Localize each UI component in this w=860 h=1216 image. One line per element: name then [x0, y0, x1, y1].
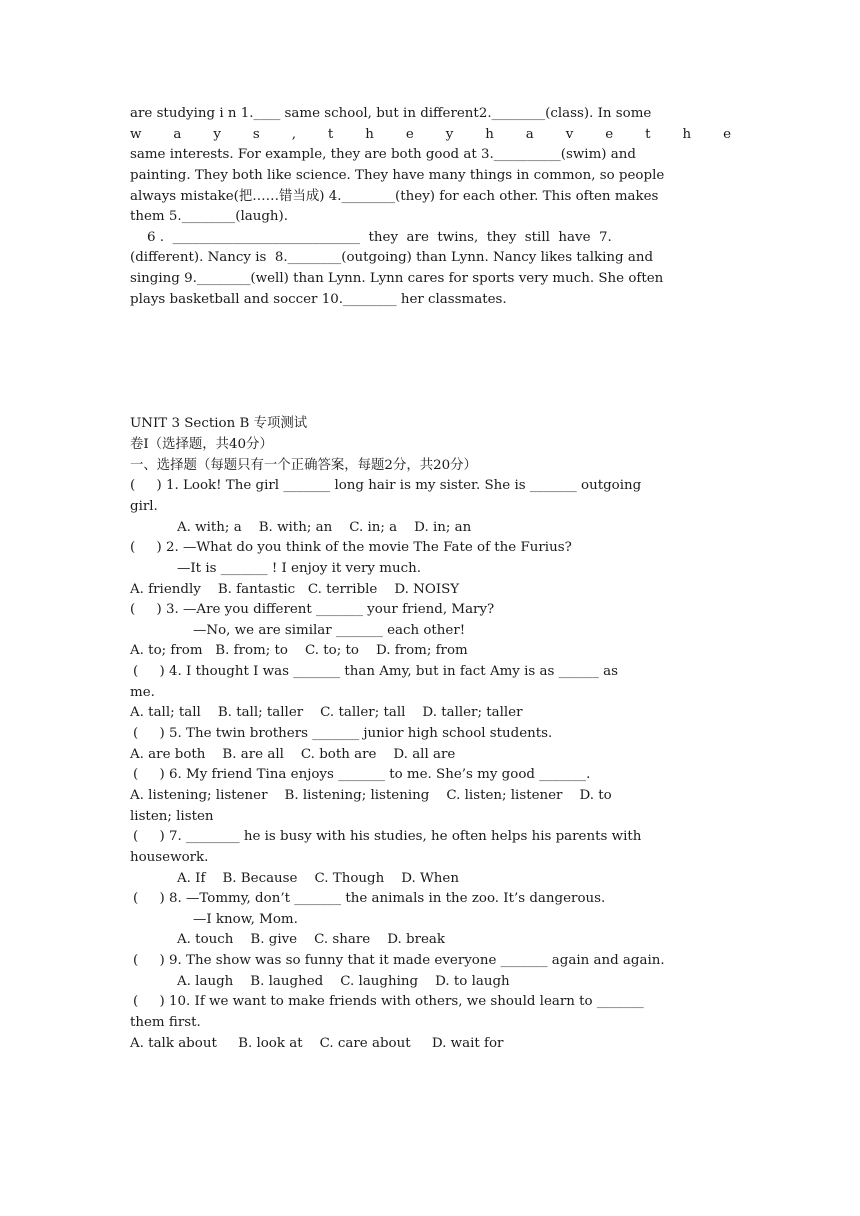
volume-heading: 卷Ⅰ（选择题，共40分） [130, 437, 273, 453]
question-1-cont: girl. [130, 498, 158, 514]
question-9-options: A. laugh B. laughed C. laughing D. to laugh [177, 973, 510, 989]
question-8-cont: —I know, Mom. [193, 911, 298, 927]
question-3-options: A. to; from B. from; to C. to; to D. from; from [130, 643, 468, 659]
passage-line: plays basketball and soccer 10.________ her classmates. [130, 291, 507, 307]
question-2-cont: —It is _______ ! I enjoy it very much. [177, 560, 421, 576]
question-4: ( ) 4. I thought I was _______ than Amy, but in fact Amy is as ______ as [133, 664, 618, 680]
question-5: ( ) 5. The twin brothers _______ junior high school students. [133, 726, 553, 742]
document-page [130, 104, 731, 1054]
passage-line: painting. They both like science. They have many things in common, so people [130, 167, 665, 183]
question-8: ( ) 8. —Tommy, don’t _______ the animals in the zoo. It’s dangerous. [133, 891, 606, 907]
question-5-options: A. are both B. are all C. both are D. all are [130, 746, 456, 762]
question-4-cont: me. [130, 684, 155, 700]
passage-line: always mistake(把……错当成) 4.________(they) for each other. This often makes [130, 188, 659, 204]
question-9: ( ) 9. The show was so funny that it made everyone _______ again and again. [133, 953, 665, 969]
question-1: ( ) 1. Look! The girl _______ long hair is my sister. She is _______ outgoing [130, 478, 642, 494]
question-6-options-cont: listen; listen [130, 808, 214, 824]
question-1-options: A. with; a B. with; an C. in; a D. in; an [177, 519, 472, 535]
test-section [130, 414, 731, 1054]
passage-line: same interests. For example, they are both good at 3.__________(swim) and [130, 147, 636, 163]
question-3: ( ) 3. —Are you different _______ your friend, Mary? [130, 602, 495, 618]
question-8-options: A. touch B. give C. share D. break [177, 932, 446, 948]
section-heading: 一、选择题（每题只有一个正确答案，每题2分，共20分） [130, 457, 477, 473]
passage-line: w a y s , t h e y h a v e t h e [130, 126, 731, 142]
question-10-cont: them first. [130, 1014, 201, 1030]
passage-line: (different). Nancy is 8.________(outgoing) than Lynn. Nancy likes talking and [130, 250, 654, 266]
passage-line: singing 9.________(well) than Lynn. Lynn cares for sports very much. She often [130, 271, 664, 287]
passage [130, 104, 731, 310]
question-6: ( ) 6. My friend Tina enjoys _______ to me. She’s my good _______. [133, 767, 591, 783]
question-10-options: A. talk about B. look at C. care about D. wait for [130, 1035, 504, 1051]
question-7: ( ) 7. ________ he is busy with his studies, he often helps his parents with [133, 829, 642, 845]
passage-line: are studying i n 1.____ same school, but in different2.________(class). In some [130, 106, 652, 121]
question-6-options: A. listening; listener B. listening; listening C. listen; listener D. to [130, 787, 612, 803]
question-2-options: A. friendly B. fantastic C. terrible D. NOISY [130, 581, 460, 597]
question-7-options: A. If B. Because C. Though D. When [177, 870, 459, 886]
spacer [130, 310, 731, 414]
passage-line: them 5.________(laugh). [130, 209, 289, 225]
passage-line: 6 . ____________________________ they are twins, they still have 7. [130, 229, 612, 245]
question-2: ( ) 2. —What do you think of the movie The Fate of the Furius? [130, 540, 572, 556]
question-4-options: A. tall; tall B. tall; taller C. taller; tall D. taller; taller [130, 705, 523, 721]
question-10: ( ) 10. If we want to make friends with others, we should learn to _______ [133, 994, 644, 1010]
question-3-cont: —No, we are similar _______ each other! [193, 622, 466, 638]
question-7-cont: housework. [130, 849, 209, 865]
unit-title: UNIT 3 Section B 专项测试 [130, 416, 308, 432]
